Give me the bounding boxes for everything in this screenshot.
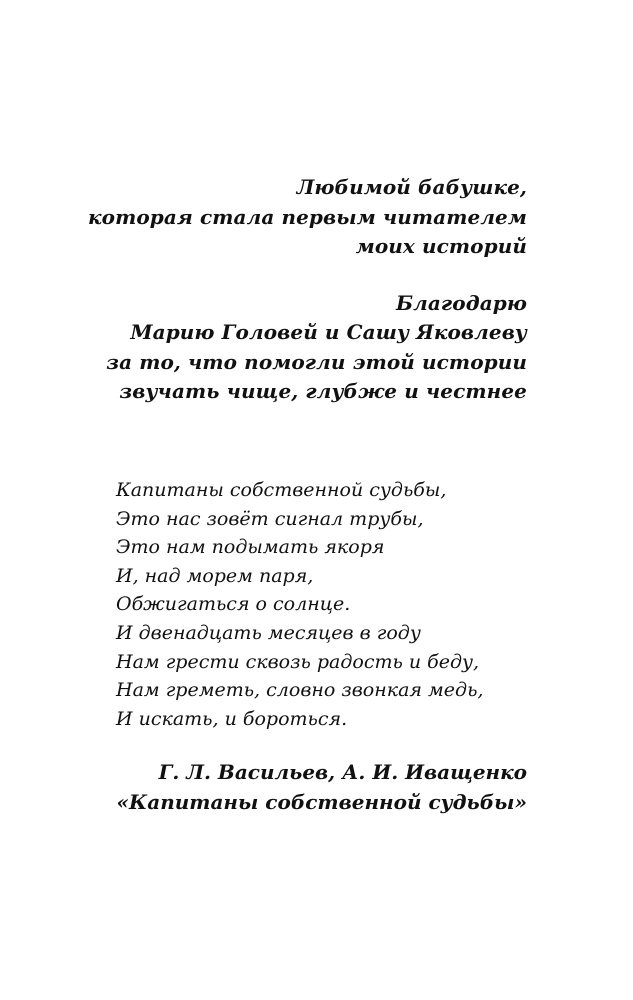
paragraph-gap: [88, 262, 527, 289]
dedication-block: [88, 173, 527, 407]
dedication-line: Любимой бабушке,: [296, 175, 527, 199]
epigraph-source: «Капитаны собственной судьбы»: [116, 790, 527, 814]
poem-line: Это нас зовёт сигнал трубы,: [116, 507, 424, 530]
dedication-line: моих историй: [355, 234, 527, 258]
poem-line: Обжигаться о солнце.: [116, 593, 351, 616]
poem-line: И двенадцать месяцев в году: [116, 621, 421, 644]
poem-line: И искать, и бороться.: [116, 707, 348, 730]
dedication-line: которая стала первым читателем: [88, 204, 527, 229]
epigraph-poem: [116, 476, 483, 733]
epigraph-authors: Г. Л. Васильев, А. И. Иващенко: [158, 760, 527, 784]
poem-line: Капитаны собственной судьбы,: [116, 479, 447, 501]
acknowledgement-line: Марию Головей и Сашу Яковлеву: [130, 320, 527, 344]
acknowledgement-line: за то, что помогли этой истории: [106, 349, 527, 374]
poem-line: Нам греметь, словно звонкая медь,: [116, 679, 484, 702]
epigraph-attribution: [117, 757, 527, 817]
poem-line: И, над морем паря,: [116, 564, 314, 587]
poem-line: Нам грести сквозь радость и беду,: [116, 650, 480, 673]
acknowledgement-line: звучать чище, глубже и честнее: [119, 379, 527, 403]
poem-line: Это нам подымать якоря: [116, 536, 385, 559]
acknowledgement-line: Благодарю: [395, 290, 527, 315]
